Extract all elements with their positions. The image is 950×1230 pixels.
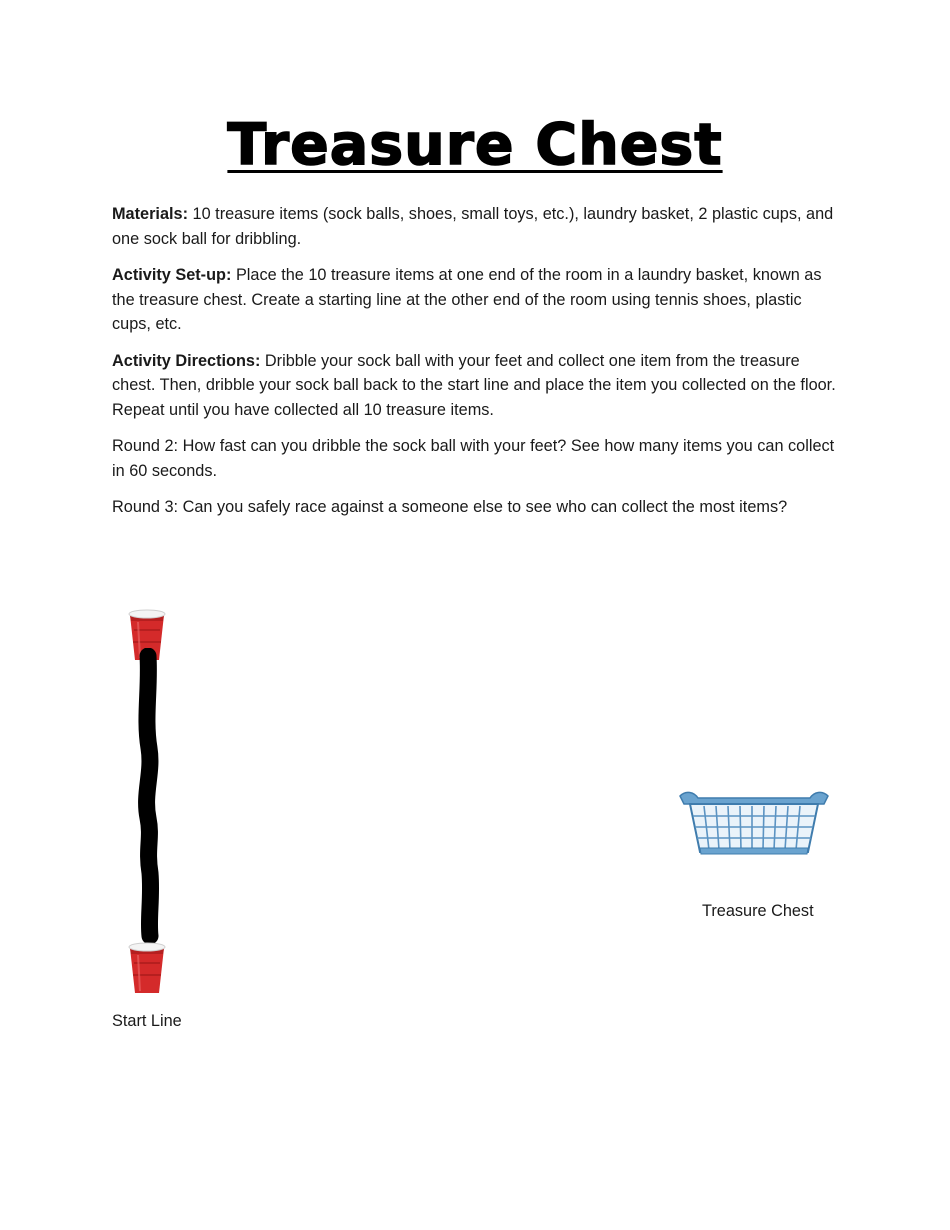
treasure-chest-label: Treasure Chest	[702, 902, 814, 920]
start-line-tape	[128, 648, 172, 944]
setup-label: Activity Set-up:	[112, 266, 232, 284]
setup-text: Place the 10 treasure items at one end of the room in a laundry basket, known as the treasure chest. Create a starting line at the other end of the room using tennis shoes, plastic cups, etc.	[112, 266, 822, 333]
page-title-text: Treasure Chest	[227, 112, 723, 178]
materials-label: Materials:	[112, 205, 189, 223]
directions-text: Dribble your sock ball with your feet and collect one item from the treasure chest. Then, dribble your sock ball back to the start line and place the item you collected on the floor. Repeat until you have collected all 10 treasure items.	[112, 351, 836, 419]
start-line-label: Start Line	[112, 1012, 182, 1030]
red-cup-icon	[126, 941, 168, 995]
laundry-basket-icon	[676, 788, 832, 858]
directions-paragraph	[112, 349, 842, 423]
materials-paragraph	[112, 202, 842, 251]
directions-label: Activity Directions:	[112, 351, 261, 370]
round2-paragraph: Round 2: How fast can you dribble the sock ball with your feet? See how many items you can collect in 60 seconds.	[112, 437, 835, 480]
materials-text: 10 treasure items (sock balls, shoes, small toys, etc.), laundry basket, 2 plastic cups, and one sock ball for dribbling.	[112, 205, 834, 248]
round3-paragraph: Round 3: Can you safely race against a someone else to see who can collect the most items?	[112, 498, 788, 516]
setup-paragraph	[112, 263, 842, 337]
page-title	[0, 112, 950, 178]
instructions	[112, 202, 842, 532]
